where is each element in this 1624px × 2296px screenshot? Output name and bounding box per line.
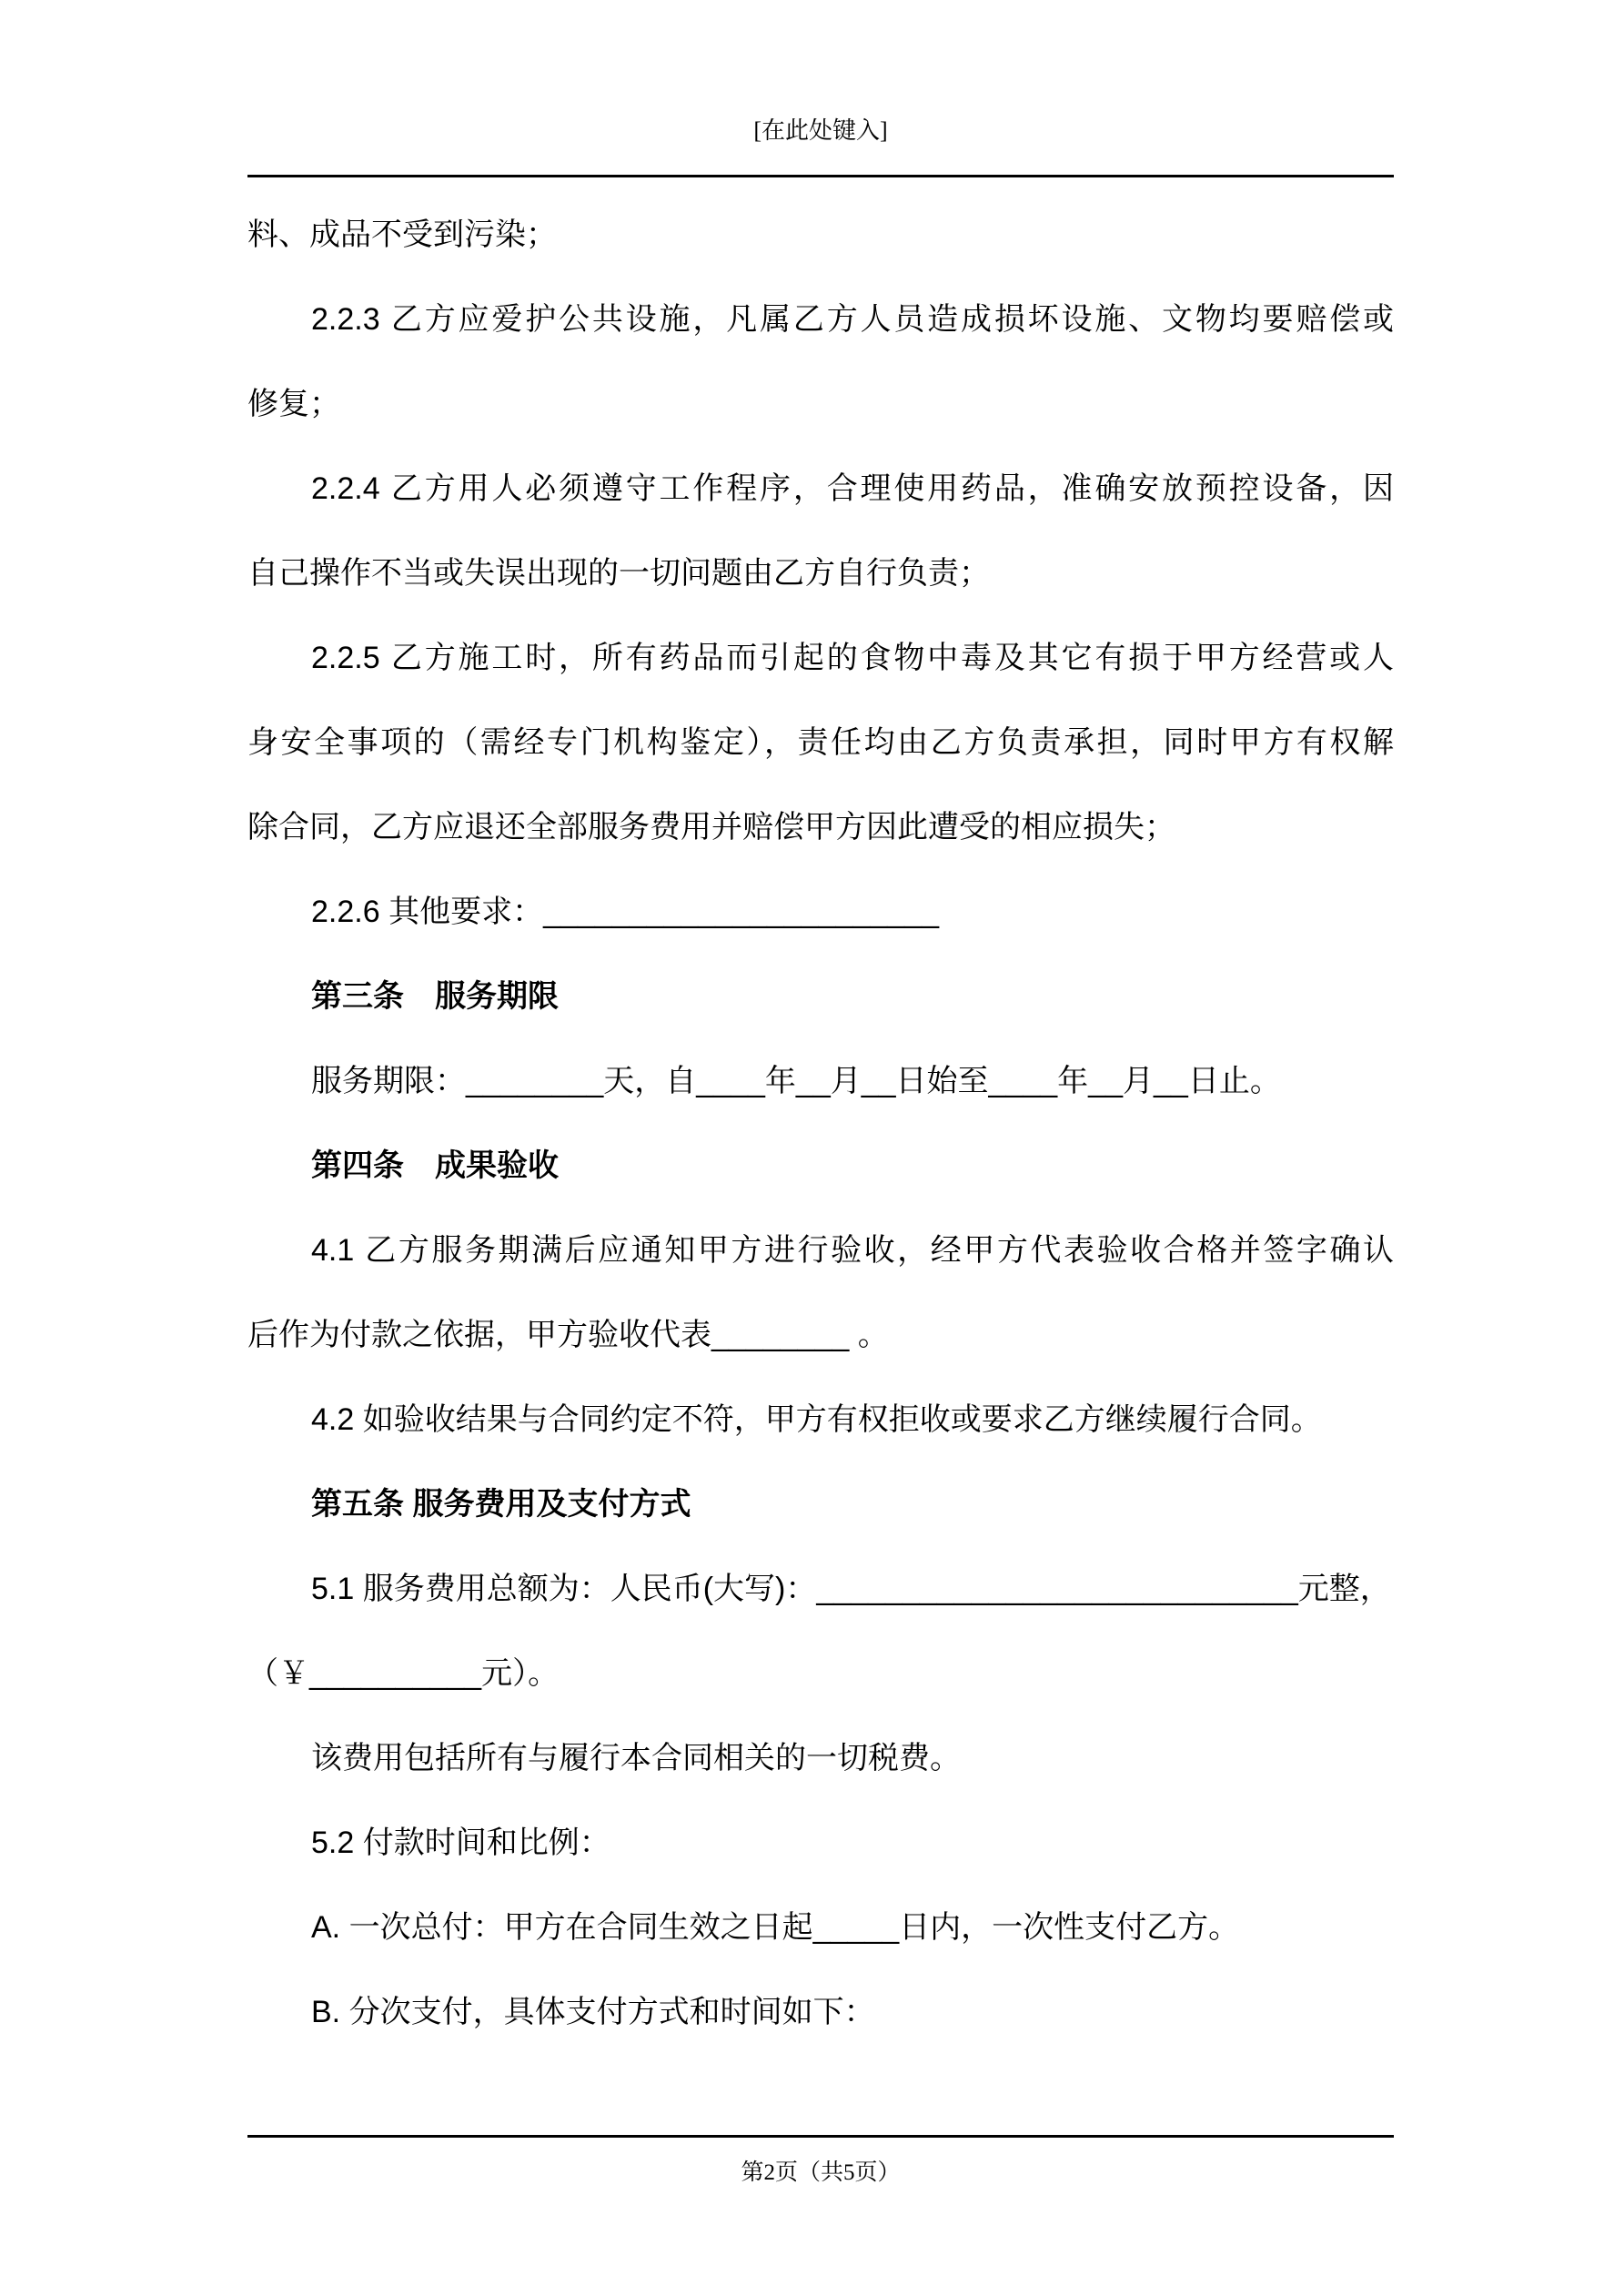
line-payment-option-a: A. 一次总付：甲方在合同生效之日起_____日内，一次性支付乙方。: [311, 1910, 1240, 1945]
line-clause-5-2: 5.2 付款时间和比例：: [311, 1826, 610, 1860]
line-clause-4-1: 4.1 乙方服务期满后应通知甲方进行验收，经甲方代表验收合格并签字确认: [311, 1233, 1394, 1268]
heading-article-4: 第四条 成果验收: [311, 1148, 559, 1183]
line-clause-5-1: 5.1 服务费用总额为：人民币(大写)：____________________________元整，: [311, 1572, 1391, 1606]
line-payment-option-b: B. 分次支付，具体支付方式和时间如下：: [311, 1995, 875, 2029]
line-clause-2-2-6: 2.2.6 其他要求：_______________________: [311, 895, 939, 929]
heading-article-3: 第三条 服务期限: [311, 979, 559, 1014]
header-rule: [247, 175, 1394, 177]
page-footer: [247, 2135, 1394, 2187]
line-continuation-materials: 料、成品不受到污染；: [247, 217, 557, 252]
line-clause-4-1-cont: 后作为付款之依据，甲方验收代表________ 。: [247, 1318, 889, 1352]
header-placeholder: [在此处键入]: [753, 117, 888, 144]
line-clause-2-2-5: 2.2.5 乙方施工时，所有药品而引起的食物中毒及其它有损于甲方经营或人: [311, 641, 1394, 675]
document-body: [247, 193, 1394, 2055]
page-header: [247, 0, 1394, 177]
page-number: 第2页（共5页）: [741, 2160, 901, 2185]
line-clause-2-2-3-cont: 修复；: [247, 387, 340, 421]
line-clause-2-2-5-cont-1: 身安全事项的（需经专门机构鉴定），责任均由乙方负责承担，同时甲方有权解: [247, 725, 1394, 760]
line-clause-2-2-4: 2.2.4 乙方用人必须遵守工作程序，合理使用药品，准确安放预控设备，因: [311, 471, 1394, 506]
line-clause-5-1-cont: （￥__________元）。: [247, 1656, 560, 1691]
line-clause-2-2-4-cont: 自己操作不当或失误出现的一切问题由乙方自行负责；: [247, 556, 990, 591]
line-service-term: 服务期限：________天，自____年__月__日始至____年__月__日止。: [311, 1064, 1281, 1098]
line-tax-note: 该费用包括所有与履行本合同相关的一切税费。: [311, 1741, 961, 1775]
heading-article-5: 第五条 服务费用及支付方式: [311, 1487, 691, 1522]
line-clause-4-2: 4.2 如验收结果与合同约定不符，甲方有权拒收或要求乙方继续履行合同。: [311, 1402, 1322, 1437]
line-clause-2-2-5-cont-2: 除合同，乙方应退还全部服务费用并赔偿甲方因此遭受的相应损失；: [247, 810, 1175, 845]
line-clause-2-2-3: 2.2.3 乙方应爱护公共设施，凡属乙方人员造成损坏设施、文物均要赔偿或: [311, 302, 1394, 337]
